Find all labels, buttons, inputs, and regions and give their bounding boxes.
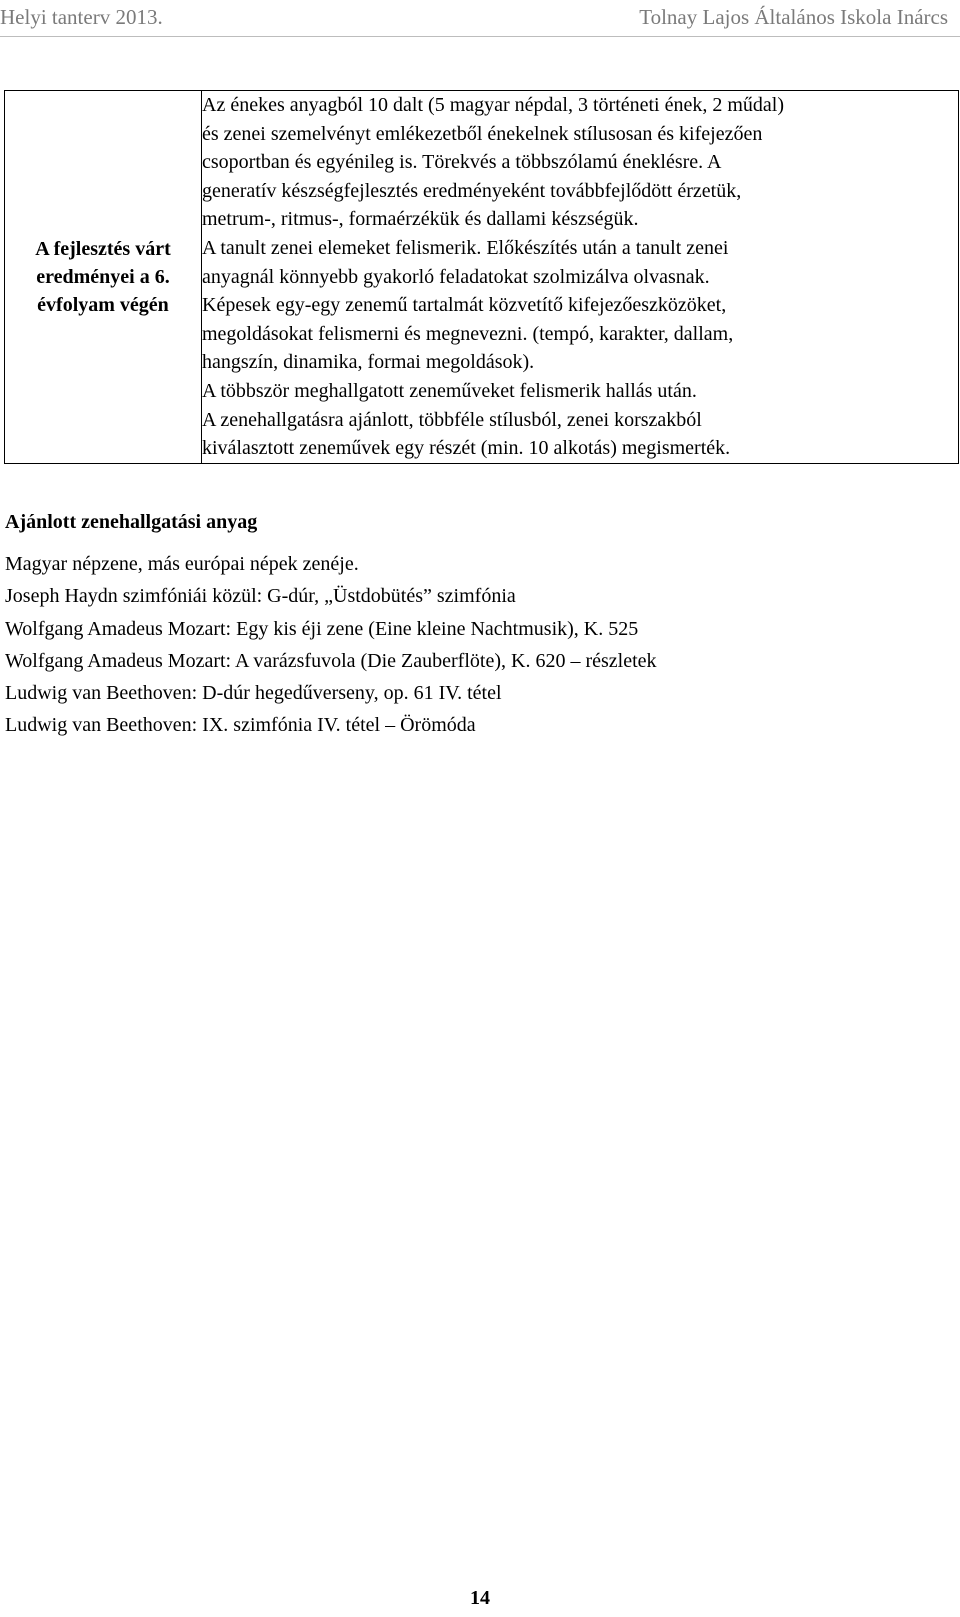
outcomes-text-line: Az énekes anyagból 10 dalt (5 magyar népdal, 3 történeti ének, 2 műdal) xyxy=(202,94,785,116)
outcomes-text-line: generatív készségfejlesztés eredményeként továbbfejlődött érzetük, xyxy=(202,179,742,202)
outcomes-text-line: Képesek egy-egy zenemű tartalmát közvetítő kifejezőeszközöket, xyxy=(202,294,727,317)
section-heading: Ajánlott zenehallgatási anyag xyxy=(5,511,258,533)
outcomes-table xyxy=(4,90,959,464)
header-divider xyxy=(0,36,960,37)
listening-item: Ludwig van Beethoven: IX. szimfónia IV. tétel – Örömóda xyxy=(5,714,476,737)
listening-item: Wolfgang Amadeus Mozart: Egy kis éji zene (Eine kleine Nachtmusik), K. 525 xyxy=(5,617,639,640)
outcomes-text-line: A zenehallgatásra ajánlott, többféle stílusból, zenei korszakból xyxy=(202,408,702,431)
listening-list xyxy=(5,548,657,742)
outcomes-label-cell xyxy=(5,91,202,464)
listening-item: Wolfgang Amadeus Mozart: A varázsfuvola (Die Zauberflöte), K. 620 – részletek xyxy=(5,649,657,672)
outcomes-label-line: eredményei a 6. xyxy=(36,265,170,288)
outcomes-text-line: metrum-, ritmus-, formaérzékük és dallami készségük. xyxy=(202,208,639,231)
outcomes-text-line: csoportban és egyénileg is. Törekvés a többszólamú éneklésre. A xyxy=(202,151,722,174)
listening-item: Joseph Haydn szimfóniái közül: G-dúr, „Üstdobütés” szimfónia xyxy=(5,585,516,608)
outcomes-text-line: megoldásokat felismerni és megnevezni. (tempó, karakter, dallam, xyxy=(202,322,734,345)
page-number: 14 xyxy=(470,1587,490,1609)
outcomes-text-line: kiválasztott zeneművek egy részét (min. 10 alkotás) megismerték. xyxy=(202,437,731,460)
outcomes-row xyxy=(5,91,959,464)
outcomes-text-line: anyagnál könnyebb gyakorló feladatokat szolmizálva olvasnak. xyxy=(202,265,710,288)
header-document-title: Helyi tanterv 2013. xyxy=(0,5,163,29)
outcomes-label-line: évfolyam végén xyxy=(37,293,169,316)
listening-item: Ludwig van Beethoven: D-dúr hegedűverseny, op. 61 IV. tétel xyxy=(5,682,502,705)
outcomes-content-cell xyxy=(202,91,959,464)
outcomes-label-line: A fejlesztés várt xyxy=(35,237,171,260)
header-school-name: Tolnay Lajos Általános Iskola Inárcs xyxy=(639,5,948,29)
outcomes-text-line: hangszín, dinamika, formai megoldások). xyxy=(202,351,535,374)
page-header xyxy=(0,0,960,38)
outcomes-text-line: A többször meghallgatott zeneműveket felismerik hallás után. xyxy=(202,379,697,402)
listening-item: Magyar népzene, más európai népek zenéje. xyxy=(5,553,359,575)
outcomes-text-line: és zenei szemelvényt emlékezetből énekelnek stílusosan és kifejezően xyxy=(202,122,763,145)
outcomes-text-line: A tanult zenei elemeket felismerik. Előkészítés után a tanult zenei xyxy=(202,236,729,259)
